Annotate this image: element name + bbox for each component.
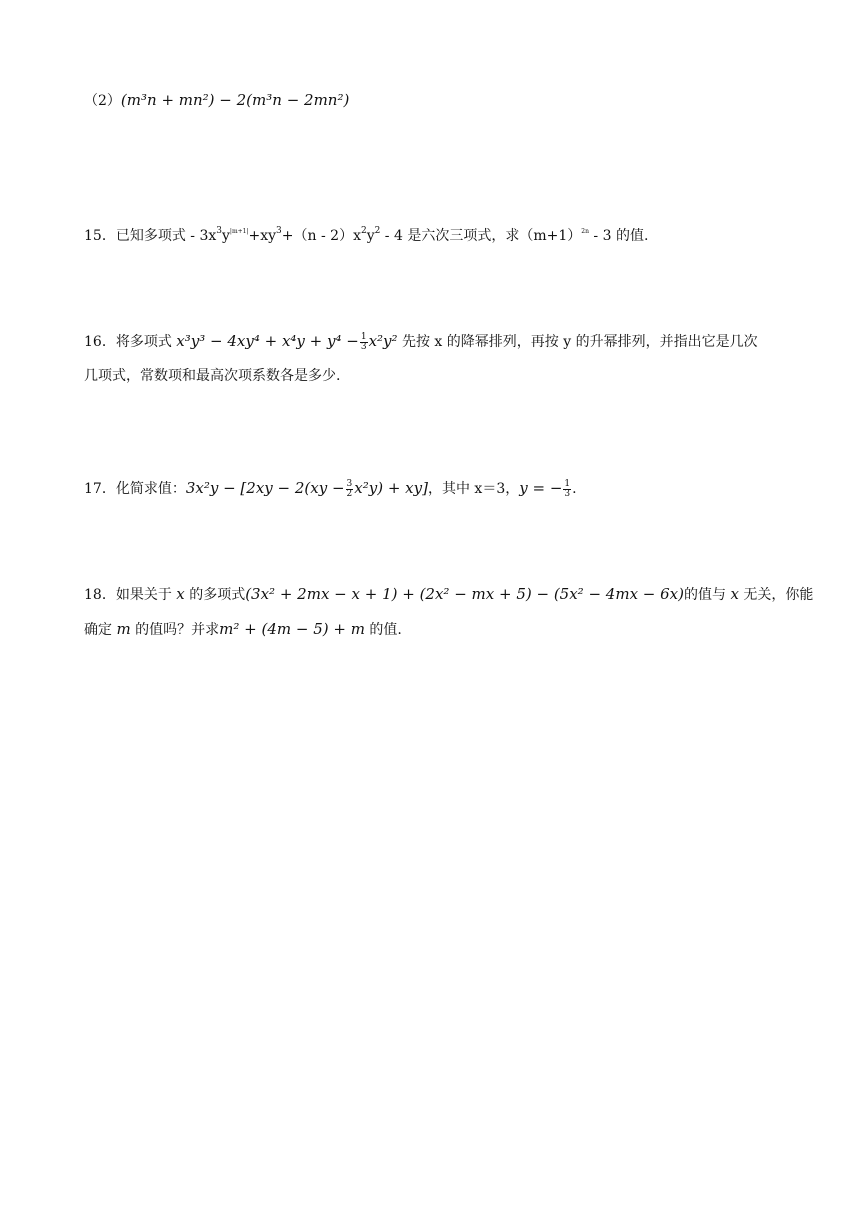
fraction bbox=[346, 480, 354, 499]
fraction bbox=[360, 333, 368, 352]
problem-label: （2） bbox=[84, 93, 121, 109]
expression: (3x² + 2mx − x + 1) + (2x² − mx + 5) − (5x² − 4mx − 6x) bbox=[245, 585, 684, 603]
expression: y = − bbox=[519, 479, 563, 497]
exponent: 2n bbox=[581, 228, 589, 236]
problem-number: 18． bbox=[84, 587, 116, 603]
exponent: 2 bbox=[360, 226, 367, 237]
fraction bbox=[563, 480, 571, 499]
text-segment: +xy bbox=[248, 228, 277, 244]
text-segment: 确定 bbox=[84, 622, 117, 638]
text-segment: 几项式，常数项和最高次项系数各是多少. bbox=[84, 368, 341, 384]
problem-number: 16． bbox=[84, 334, 116, 350]
text-segment: 的值吗？并求 bbox=[130, 622, 220, 638]
denominator: 3 bbox=[360, 341, 367, 352]
variable: x bbox=[176, 585, 185, 603]
text-segment: y bbox=[366, 228, 375, 244]
variable: x bbox=[730, 585, 739, 603]
variable: m bbox=[116, 620, 131, 638]
exponent: |m+1| bbox=[229, 228, 249, 236]
exponent: 3 bbox=[216, 226, 222, 237]
denominator: 2 bbox=[346, 488, 353, 499]
text-segment: 将多项式 bbox=[115, 334, 177, 350]
text-segment: 的值. bbox=[364, 622, 402, 638]
numerator: 1 bbox=[564, 478, 571, 489]
exponent: 3 bbox=[276, 226, 282, 237]
expression: (m³n + mn²) − 2(m³n − 2mn²) bbox=[120, 91, 350, 109]
problem-15 bbox=[84, 226, 648, 246]
problem-number: 15． bbox=[84, 228, 116, 244]
problem-17 bbox=[84, 478, 577, 499]
text-segment: . bbox=[572, 481, 577, 497]
problem-18-line-1 bbox=[84, 584, 813, 605]
text-segment: 的值与 bbox=[684, 587, 731, 603]
text-segment: 化简求值： bbox=[115, 481, 186, 497]
expression: x³y³ − 4xy⁴ + x⁴y + y⁴ − bbox=[176, 332, 359, 350]
problem-16-line-1 bbox=[84, 331, 758, 352]
problem-16-line-2 bbox=[84, 366, 340, 386]
text-segment: - 4 是六次三项式，求（m+1） bbox=[380, 228, 582, 244]
text-segment: 先按 x 的降幂排列，再按 y 的升幂排列，并指出它是几次 bbox=[397, 334, 758, 350]
problem-14-part-2 bbox=[84, 90, 349, 111]
numerator: 3 bbox=[346, 478, 353, 489]
text-segment: 已知多项式 - 3x bbox=[115, 228, 217, 244]
denominator: 3 bbox=[564, 488, 571, 499]
text-segment: y bbox=[222, 228, 230, 244]
expression: x²y) + xy] bbox=[354, 479, 428, 497]
expression: x²y² bbox=[368, 332, 398, 350]
text-segment: 的多项式 bbox=[184, 587, 246, 603]
expression: m² + (4m − 5) + m bbox=[219, 620, 365, 638]
numerator: 1 bbox=[360, 331, 367, 342]
expression: 3x²y − [2xy − 2(xy − bbox=[185, 479, 345, 497]
problem-18-line-2 bbox=[84, 619, 402, 640]
text-segment: - 3 的值. bbox=[588, 228, 649, 244]
text-segment: +（n - 2）x bbox=[281, 228, 361, 244]
problem-number: 17． bbox=[84, 481, 116, 497]
text-segment: ，其中 x＝3， bbox=[427, 481, 520, 497]
exponent: 2 bbox=[374, 226, 381, 237]
text-segment: 如果关于 bbox=[115, 587, 177, 603]
text-segment: 无关，你能 bbox=[738, 587, 814, 603]
